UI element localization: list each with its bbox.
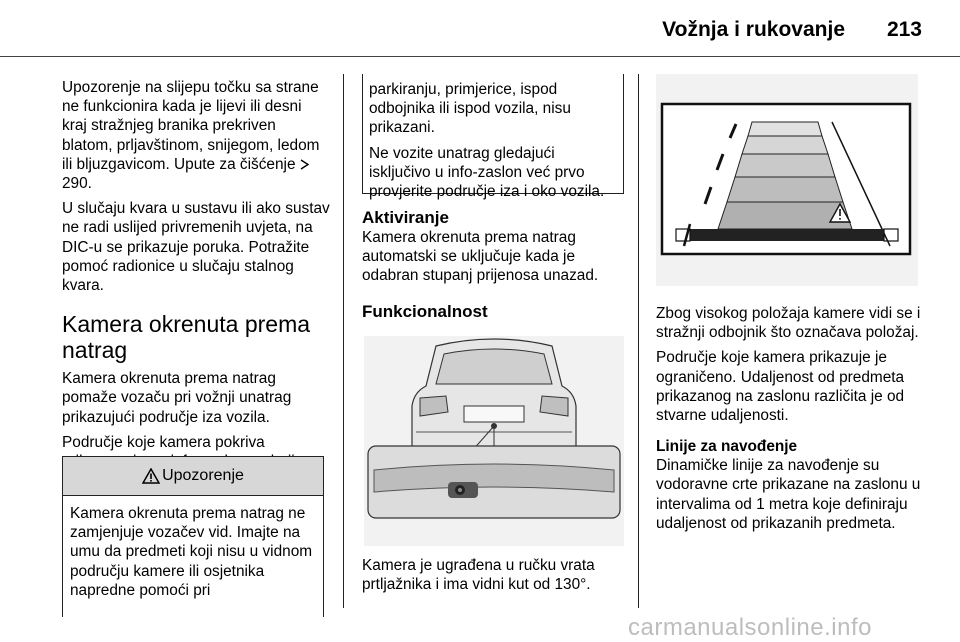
warning-triangle-icon [142, 468, 160, 484]
warning-box-continued [362, 74, 624, 201]
watermark: carmanualsonline.info [628, 614, 872, 641]
paragraph-fault: U slučaju kvara u sustavu ili ako sustav ne radi uslijed privremenih uvjeta, na DIC-u se prikazuje poruka. Potražite pomoć radionice u slučaju stalnog kvara. [62, 200, 330, 295]
paragraph-blind-spot-text: Upozorenje na slijepu točku sa strane ne funkcionira kada je lijevi ili desni kraj stražnjeg branika prekriven blatom, prljavštinom, snijegom, ledom ili bljuzgavicom. Upute za čišćenje [62, 79, 320, 173]
paragraph-camera-intro: Kamera okrenuta prema natrag pomaže vozaču pri vožnji unatrag prikazujući područje iza vozila. [62, 370, 292, 426]
warning-continued-text-2: Ne vozite unatrag gledajući isključivo u info-zaslon već prvo provjerite područje iza i oko vozila. [369, 144, 605, 201]
car-rear-camera-illustration [364, 336, 624, 546]
running-header-title: Vožnja i rukovanje [662, 18, 845, 41]
column-middle [362, 74, 624, 594]
rear-camera-display-illustration [656, 74, 918, 286]
column-right-text [656, 304, 926, 539]
column-divider-2 [638, 74, 639, 608]
paragraph-bumper: Zbog visokog položaja kamere vidi se i stražnji odbojnik što označava položaj. [656, 305, 921, 342]
section-title-rear-camera: Kamera okrenuta prema natrag [62, 311, 311, 364]
paragraph-limited-area: Područje koje kamera prikazuje je ograničeno. Udaljenost od predmeta prikazanog na zaslonu različita je od stvarne udaljenosti. [656, 349, 905, 425]
paragraph-guidance-lines: Dinamičke linije za navođenje su vodoravne crte prikazane na zaslonu u intervalima od 1 metra koje definiraju udaljenost od prikazanih predmeta. [656, 457, 921, 532]
warning-box [62, 456, 324, 617]
column-left [62, 78, 330, 599]
paragraph-camera-location: Kamera je ugrađena u ručku vrata prtljažnika i ima vidni kut od 130°. [362, 557, 595, 594]
warning-continued-text-1: parkiranju, primjerice, ispod odbojnika ili ispod vozila, nisu prikazani. [369, 81, 571, 137]
paragraph-blind-spot [62, 78, 330, 193]
paragraph-camera-area: Područje koje kamera pokriva [62, 433, 265, 451]
page-number: 213 [886, 18, 922, 41]
reference-page: 290. [62, 175, 92, 193]
warning-header [63, 457, 323, 496]
warning-text: Kamera okrenuta prema natrag ne zamjenjuje vozačev vid. Imajte na umu da predmeti koji nisu u vidnom području kamere ili osjetnika napredne pomoći pri [70, 505, 313, 599]
warning-body [63, 496, 323, 600]
header-divider [0, 56, 960, 57]
subheading-activation: Aktiviranje [362, 208, 449, 227]
subheading-guidance-lines: Linije za navođenje [656, 438, 798, 456]
arrow-reference-icon [300, 156, 310, 167]
paragraph-activation: Kamera okrenuta prema natrag automatski se uključuje kada je odabran stupanj prijenosa unazad. [362, 229, 599, 285]
subheading-function: Funkcionalnost [362, 301, 488, 321]
column-divider-1 [343, 74, 344, 608]
warning-title: Upozorenje [162, 467, 244, 484]
